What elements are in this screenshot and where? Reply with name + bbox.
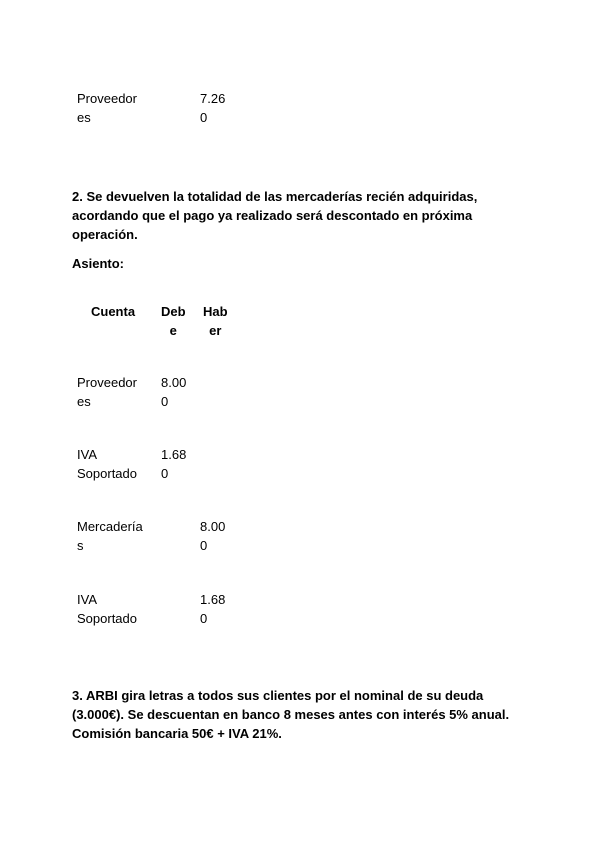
top-row-account: Proveedor es <box>77 91 137 125</box>
row-1-debe: 8.00 0 <box>161 375 187 409</box>
row-1-cuenta: Proveedor es <box>77 375 137 409</box>
question-3-text: 3. ARBI gira letras a todos sus clientes por el nominal de su deuda (3.000€). Se descuentan en banco 8 meses antes con interés 5% anual. Comisión bancaria 50€ + IVA 21%. <box>72 688 510 741</box>
top-row-haber: 7.26 0 <box>200 91 226 125</box>
header-haber: Hab er <box>203 304 228 338</box>
row-3-haber: 8.00 0 <box>200 519 226 553</box>
header-debe: Deb e <box>161 304 186 338</box>
header-cuenta: Cuenta <box>91 304 136 319</box>
question-2-text: 2. Se devuelven la totalidad de las mercaderías recién adquiridas, acordando que el pago ya realizado será descontado en próxima operación. <box>72 189 478 242</box>
row-3-cuenta: Mercadería s <box>77 519 143 553</box>
asiento-label: Asiento: <box>72 256 124 271</box>
row-2-debe: 1.68 0 <box>161 447 187 481</box>
row-4-cuenta: IVA Soportado <box>77 592 137 626</box>
row-4-haber: 1.68 0 <box>200 592 226 626</box>
row-2-cuenta: IVA Soportado <box>77 447 137 481</box>
